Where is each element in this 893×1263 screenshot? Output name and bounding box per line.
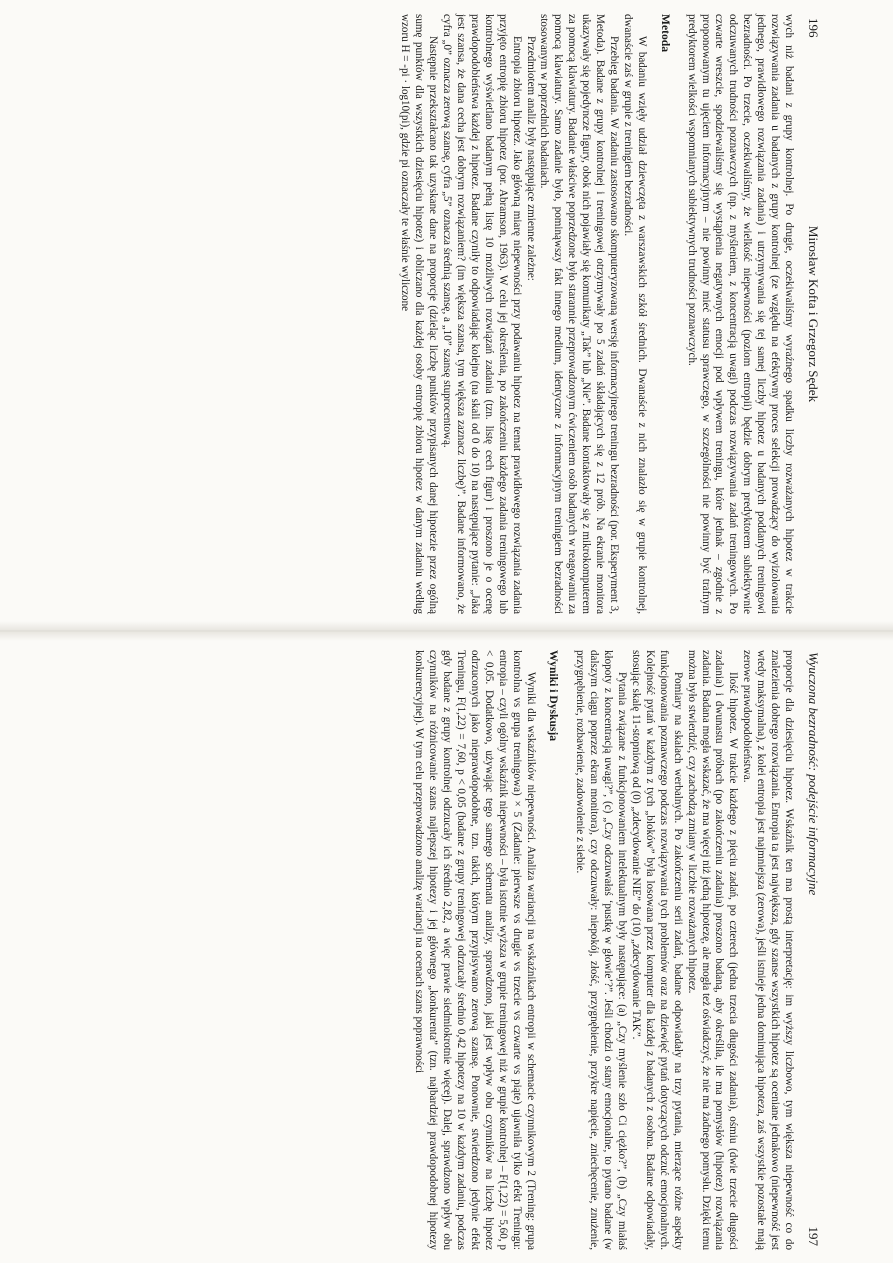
right-page-body bbox=[411, 650, 795, 1250]
results-paragraph: Wyniki dla wskaźników niepewności. Analiza wariancji na wskaźnikach entropii w schemacie czynnikowym 2 (Trening: grupa kontrolna vs grupa treningowa) × 5 (Zadanie: pierwsze vs drugie vs trzecie vs czwarte vs piąte) ujawniła tylko efekt Treningu: entropia – czyli ogólny wskaźnik niepewności – była istotnie wyższa w grupie treningowej niż w grupie kontrolnej – F(1,22) = 5,60, p < 0,05. Dodatkowo, używając tego samego schematu analizy, sprawdzono, jaki jest wpływ obu czynników na liczbę hipotez odrzuconych jako nieprawdopodobne, tzn. takich, którym przypisywano zerową szansę. Ponownie, stwierdzono jedynie efekt Treningu, F(1,22) = 7,60, p < 0,05 (badane z grupy treningowej odrzucały średnio 0,42 hipotezy na 10 w każdym zadaniu, podczas gdy badane z grupy kontrolnej odrzucały ich średnio 2,82, a więc prawie siedmiokrotnie więcej). Dalej, sprawdzono wpływ obu czynników na różnicowanie szans najlepszej hipotezy i jej głównego „konkurenta” (tzn. najbardziej prawdopodobnej hipotezy konkurencyjnej). W tym celu przeprowadzono analizę wariancji na ocenach szans poprawności bbox=[413, 650, 537, 1250]
method-paragraph: Przedmiotem analiz były następujące zmienne zależne: bbox=[524, 36, 537, 281]
right-paragraph: proporcje dla dziesięciu hipotez. Wskaźnik ten ma prostą interpretację: im wyższy liczbowo, tym większa niepewność co do znalezienia dobrego rozwiązania. Entropia ta jest największa, gdy szanse wszystkich hipotez są oceniane jednakowo (niepewność jest wtedy maksymalna), z kolei entropia jest najmniejsza (zerowa), jeśli istnieje jedna dominująca hipoteza, zaś wszystkie pozostałe mają zerowe prawdopodobieństwa. bbox=[741, 650, 795, 1250]
book-gutter bbox=[0, 621, 893, 641]
right-page-number: 197 bbox=[806, 1226, 821, 1246]
left-page bbox=[0, 14, 893, 614]
method-paragraph: Następnie przekształcano tak uzyskane dane na proporcje (dzieląc liczbę punktów przypisanych danej hipotezie przez ogólną sumę punktów dla wszystkich dziesięciu hipotez) i obliczano dla każdej osoby entropię zbioru hipotez w danym zadaniu według wzoru H = -pi · log10(pi), gdzie pi oznaczały te właśnie wyliczone bbox=[399, 14, 440, 614]
right-paragraph: Pytania związane z funkcjonowaniem intelektualnym były następujące: (a) „Czy myślenie szło Ci ciężko?”, (b) „Czy miałaś kłopoty z koncentracją uwagi?”, (c) „Czy odczuwałaś ‘pustkę w głowie’?”. Jeśli chodzi o stany emocjonalne, to pytano badane (w dalszym ciągu poprzez ekran monitora), czy odczuwały: niepokój, złość, przygnębienie, przykre napięcie, zniechęcenie, znużenie, przygnębienie, rozbawienie, zadowolenie z siebie. bbox=[574, 650, 629, 1250]
method-paragraph: Przebieg badania. W zadaniu zastosowano skomputeryzowaną wersję informacyjnego treningu bezradności (por. Eksperyment 3, Metoda). Badane z grupy kontrolnej i treningowej otrzymywały po 5 zadań składających się z 12 prób. Na ekranie monitora ukazywały się pojedyncze figury, obok nich pojawiały się komunikaty „Tak” lub „Nie”. Badane kontaktowały się z mikrokomputerem za pomocą klawiatury. Badanie właściwe poprzedzone było starannie przeprowadzonym ćwiczeniem osób badanych w reagowaniu za pomocą klawiatury. Samo zadanie było, pominąwszy fakt innego medium, identyczne z informacyjnym treningiem bezradności stosowanym w poprzednich badaniach. bbox=[538, 14, 621, 614]
right-paragraph: Pomiary na skalach werbalnych. Po zakończeniu serii zadań, badane odpowiadały na trzy pytania, mierzące różne aspekty funkcjonowania poznawczego podczas rozwiązywania tych problemów oraz na dziewięć pytań dotyczących odczuć emocjonalnych. Kolejność pytań w każdym z tych „bloków” była losowana przez komputer dla każdej z badanych z osobna. Badane odpowiadały, stosując skalę 11-stopniową od (0) „zdecydowanie NIE” do (10) „zdecydowanie TAK”. bbox=[630, 650, 684, 1250]
left-page-number: 196 bbox=[806, 18, 821, 38]
method-paragraph: W badaniu wzięły udział dziewczęta z warszawskich szkół średnich. Dwanaście z nich znalazło się w grupie kontrolnej, dwanaście zaś w grupie z treningiem bezradności. bbox=[621, 14, 648, 614]
left-running-head bbox=[803, 14, 821, 614]
left-page-body bbox=[398, 14, 795, 614]
left-running-title: Mirosław Kofta i Grzegorz Sędek bbox=[806, 225, 821, 403]
right-running-title: Wyuczona bezradność: podejście informacyjne bbox=[806, 652, 821, 896]
right-paragraph: Ilość hipotez. W trakcie każdego z pięciu zadań, po czterech (jedna trzecia długości zadania), ośmiu (dwie trzecie długości zadania) i dwunastu próbach (po zakończeniu zadania) proszono badaną, aby określiła, ile ma pomysłów (hipotez) rozwiązania zadania. Badana mogła wskazać, że ma więcej niż jedną hipotezę, ale mogła też oświadczyć, że nie ma żadnego pomysłu. Dzięki temu można było stwierdzić, czy zachodzą zmiany w liczbie rozważanych hipotez. bbox=[685, 650, 740, 1250]
right-page bbox=[0, 650, 893, 1250]
section-heading-method: Metoda bbox=[658, 14, 672, 52]
method-paragraph: Entropia zbioru hipotez. Jako główną miarę niepewności przy podawaniu hipotez na temat prawidłowego rozwiązania zadania przyjęto entropię zbioru hipotez (por. Abramson, 1963). W celu jej określenia, po zakończeniu każdego zadania treningowego lub kontrolnego wyświetlano badanym pełną listę 10 możliwych rozwiązań zadania (tzn. listę cech figur) i proszono je o ocenę prawdopodobieństwa każdej z hipotez. Badane czyniły to odpowiadając kolejno (na skali od 0 do 10) na następujące pytanie: „Jaka jest szansa, że dana cecha jest dobrym rozwiązaniem? (im większa szansa, tym większa zaznacz liczbę)”. Badane informowano, że cyfra „0” oznacza zerową szansę, cyfra „5” oznacza średnią szansę, a „10” szansę stuprocentową. bbox=[441, 14, 523, 614]
left-paragraph: wych niż badani z grupy kontrolnej. Po drugie, oczekiwaliśmy wyraźnego spadku liczby rozważanych hipotez w trakcie rozwiązywania zadania u badanych z grupy kontrolnej (ze względu na efektywny proces selekcji prowadzący do wyizolowania jednego, prawidłowego rozwiązania zadania) i utrzymywania się tej samej liczby hipotez u badanych poddanych treningowi bezradności. Po trzecie, oczekiwaliśmy, że wielkość niepewności (poziom entropii) będzie dobrym predyktorem subiektywnie odczuwanych trudności poznawczych (np. z myśleniem, z koncentracją uwagi) podczas rozwiązywania zadań treningowych. Po czwarte wreszcie, spodziewaliśmy się wystąpienia negatywnych emocji pod wpływem treningu, które jednak – zgodnie z proponowanym tu ujęciem informacyjnym – nie powinny mieć statusu sprawczego, w szczególności nie powinny być trafnym predyktorem wielkości wspomnianych subiektywnych trudności poznawczych. bbox=[685, 14, 795, 614]
section-heading-results: Wyniki i Dyskusja bbox=[547, 650, 561, 742]
right-running-head bbox=[803, 650, 821, 1250]
